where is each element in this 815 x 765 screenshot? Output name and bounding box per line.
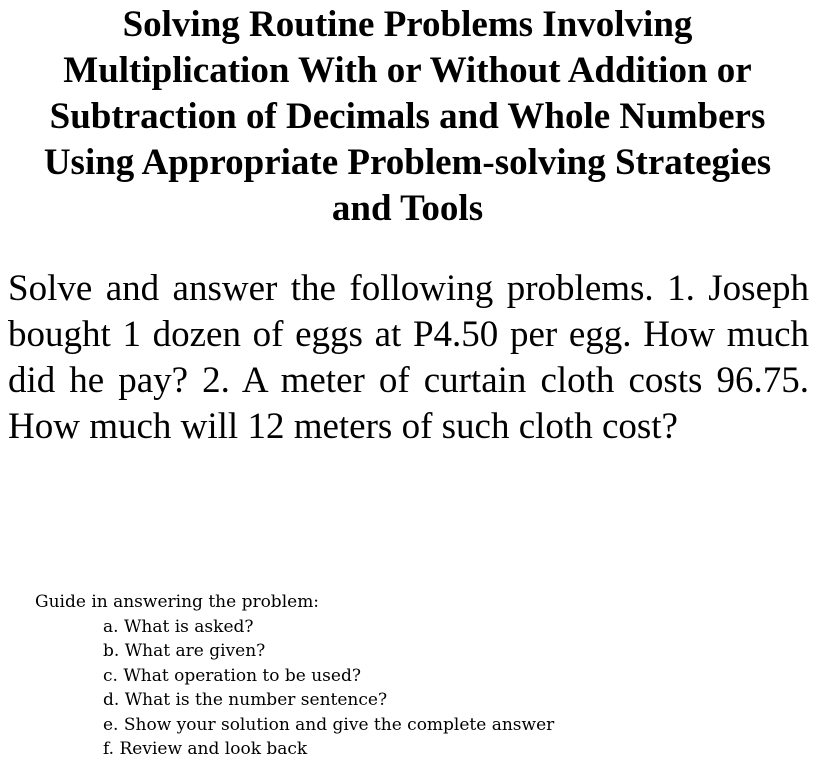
- title-line: Subtraction of Decimals and Whole Numbers: [49, 96, 766, 137]
- title-line: Using Appropriate Problem-solving Strategies: [43, 142, 772, 183]
- page-title: [0, 2, 815, 232]
- guide-item: f. Review and look back: [103, 739, 308, 759]
- guide-section: [35, 590, 795, 762]
- guide-list: [35, 615, 795, 762]
- guide-item: b. What are given?: [103, 641, 266, 661]
- guide-item: d. What is the number sentence?: [103, 690, 388, 710]
- title-line: Multiplication With or Without Addition or: [63, 50, 752, 91]
- guide-heading: Guide in answering the problem:: [35, 592, 320, 612]
- guide-item: e. Show your solution and give the complete answer: [103, 714, 555, 735]
- problem-text: Solve and answer the following problems. 1. Joseph bought 1 dozen of eggs at P4.50 per egg. How much did he pay? 2. A meter of curtain cloth costs 96.75. How much will 12 meters of such cloth cost?: [8, 268, 809, 447]
- guide-item: a. What is asked?: [103, 616, 254, 637]
- title-line: Solving Routine Problems Involving: [122, 4, 693, 45]
- title-line: and Tools: [331, 188, 484, 229]
- guide-item: c. What operation to be used?: [103, 665, 361, 686]
